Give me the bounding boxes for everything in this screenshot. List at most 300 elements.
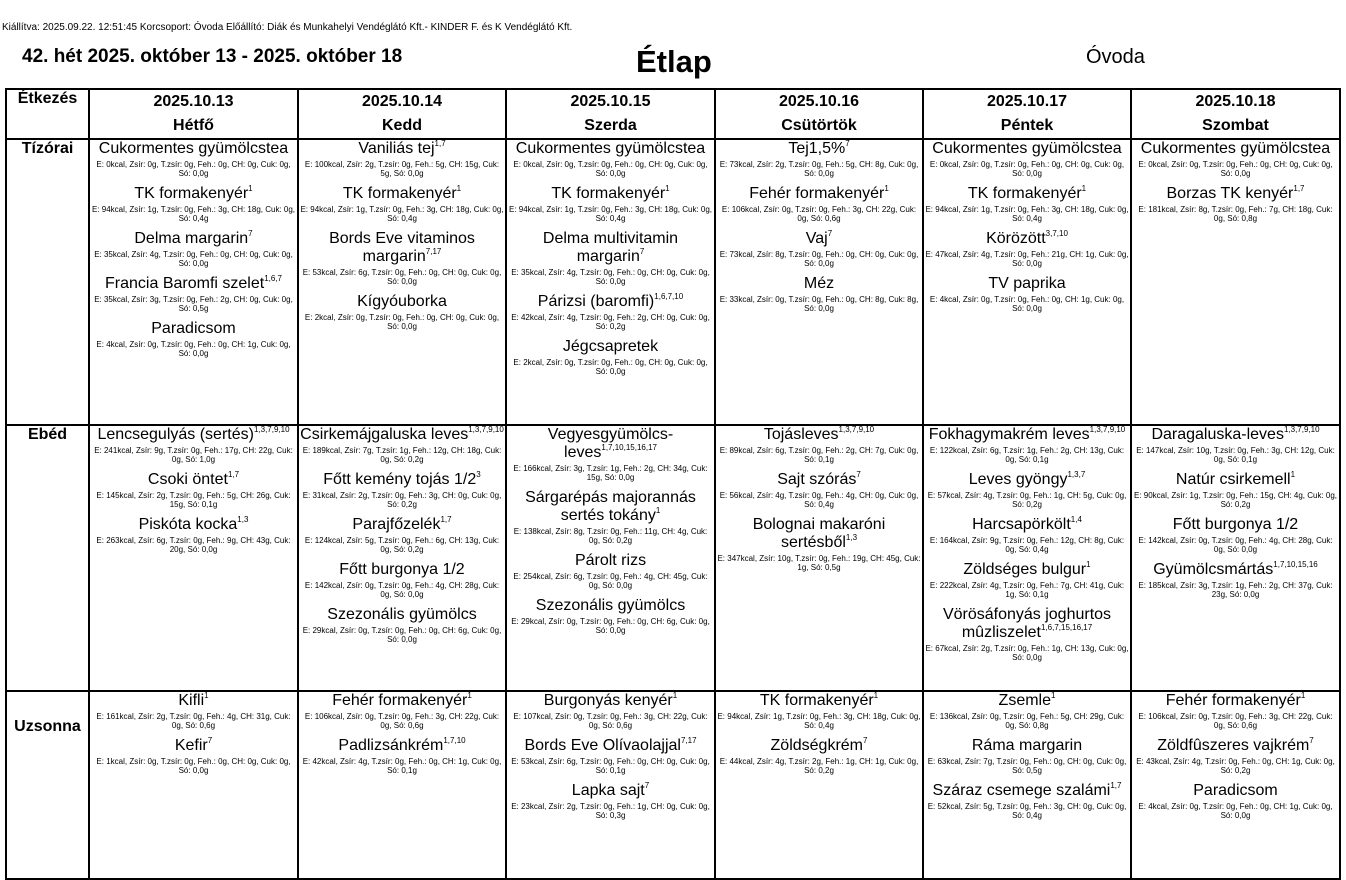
menu-item-title <box>716 471 922 489</box>
nutrition-info: E: 57kcal, Zsír: 4g, T.zsír: 0g, Feh.: 1g, CH: 5g, Cuk: 0g, Só: 0,2g <box>927 491 1127 509</box>
nutrition-info: E: 0kcal, Zsír: 0g, T.zsír: 0g, Feh.: 0g, CH: 0g, Cuk: 0g, Só: 0,0g <box>96 160 291 178</box>
nutrition-info: E: 94kcal, Zsír: 1g, T.zsír: 0g, Feh.: 3g, CH: 18g, Cuk: 0g, Só: 0,4g <box>300 205 504 223</box>
dish-name: Bords Eve Olívaolajjal <box>524 737 681 754</box>
menu-item-title <box>299 230 505 266</box>
day-date: 2025.10.18 <box>1195 93 1276 110</box>
menu-item <box>299 516 505 554</box>
allergen-codes: 1,4 <box>1070 515 1082 524</box>
dish-name: Cukormentes gyümölcstea <box>515 140 706 157</box>
menu-item <box>299 140 505 178</box>
day-name: Csütörtök <box>781 117 857 134</box>
meal-row <box>6 139 1340 425</box>
menu-item <box>507 185 714 223</box>
dish-name: Lencsegulyás (sertés) <box>97 426 254 443</box>
menu-cell <box>506 691 715 879</box>
nutrition-info: E: 43kcal, Zsír: 4g, T.zsír: 0g, Feh.: 0g, CH: 1g, Cuk: 0g, Só: 0,2g <box>1136 757 1335 775</box>
menu-item <box>924 185 1130 223</box>
menu-item <box>716 471 922 509</box>
dish-name: Csirkemájgaluska leves <box>300 426 469 443</box>
menu-item-title <box>507 692 714 710</box>
menu-item <box>90 426 297 464</box>
dish-name: Kefir <box>174 737 208 754</box>
dish-name: Harcsapörkölt <box>972 516 1071 533</box>
allergen-codes: 1 <box>456 184 462 193</box>
menu-item-title <box>507 737 714 755</box>
menu-item-title <box>299 737 505 755</box>
nutrition-info: E: 44kcal, Zsír: 4g, T.zsír: 2g, Feh.: 1g, CH: 1g, Cuk: 0g, Só: 0,2g <box>719 757 919 775</box>
nutrition-info: E: 164kcal, Zsír: 9g, T.zsír: 0g, Feh.: 12g, CH: 8g, Cuk: 0g, Só: 0,4g <box>929 536 1125 554</box>
menu-item <box>299 606 505 644</box>
menu-item-title <box>507 230 714 266</box>
meal-name: Uzsonna <box>6 691 89 879</box>
allergen-codes: 1,3,7,9,10 <box>1283 425 1320 434</box>
menu-item-title <box>1132 426 1339 444</box>
day-name: Kedd <box>382 117 422 134</box>
menu-item <box>299 692 505 730</box>
menu-item <box>299 185 505 223</box>
nutrition-info: E: 89kcal, Zsír: 6g, T.zsír: 0g, Feh.: 2g, CH: 7g, Cuk: 0g, Só: 0,1g <box>719 446 919 464</box>
menu-item <box>299 561 505 599</box>
menu-item-title <box>90 320 297 338</box>
allergen-codes: 1,6,7 <box>264 274 282 283</box>
menu-item-title <box>507 140 714 158</box>
nutrition-info: E: 106kcal, Zsír: 0g, T.zsír: 0g, Feh.: 3g, CH: 22g, Cuk: 0g, Só: 0,6g <box>721 205 917 223</box>
dish-name: Méz <box>803 275 835 292</box>
menu-item-title <box>924 471 1130 489</box>
nutrition-info: E: 106kcal, Zsír: 0g, T.zsír: 0g, Feh.: 3g, CH: 22g, Cuk: 0g, Só: 0,6g <box>304 712 500 730</box>
age-group: Óvoda <box>1086 46 1145 68</box>
dish-name: Jégcsapretek <box>562 338 659 355</box>
menu-item-title <box>90 737 297 755</box>
menu-item-title <box>299 140 505 158</box>
menu-cell <box>715 139 923 425</box>
menu-item-title <box>1132 692 1339 710</box>
dish-name: Zöldségkrém <box>770 737 864 754</box>
allergen-codes: 1 <box>248 184 253 193</box>
dish-name: Bords Eve vitaminos margarin <box>329 230 475 265</box>
menu-cell <box>1131 139 1340 425</box>
allergen-codes: 7 <box>856 470 861 479</box>
day-name: Szombat <box>1202 117 1269 134</box>
allergen-codes: 1 <box>884 184 889 193</box>
menu-item <box>90 692 297 730</box>
day-header <box>506 89 715 139</box>
menu-item-title <box>1132 185 1339 203</box>
nutrition-info: E: 29kcal, Zsír: 0g, T.zsír: 0g, Feh.: 0g, CH: 6g, Cuk: 0g, Só: 0,0g <box>302 626 502 644</box>
menu-item <box>716 185 922 223</box>
nutrition-info: E: 53kcal, Zsír: 6g, T.zsír: 0g, Feh.: 0g, CH: 0g, Cuk: 0g, Só: 0,1g <box>511 757 710 775</box>
allergen-codes: 1 <box>467 691 472 700</box>
allergen-codes: 1,3,7,9,10 <box>253 425 290 434</box>
nutrition-info: E: 23kcal, Zsír: 2g, T.zsír: 0g, Feh.: 1g, CH: 0g, Cuk: 0g, Só: 0,3g <box>511 802 710 820</box>
nutrition-info: E: 145kcal, Zsír: 2g, T.zsír: 0g, Feh.: 5g, CH: 26g, Cuk: 15g, Só: 0,1g <box>96 491 291 509</box>
nutrition-info: E: 53kcal, Zsír: 6g, T.zsír: 0g, Feh.: 0g, CH: 0g, Cuk: 0g, Só: 0,0g <box>302 268 502 286</box>
dish-name: Körözött <box>986 230 1046 247</box>
menu-cell <box>506 425 715 691</box>
menu-item-title <box>507 293 714 311</box>
dish-name: Szezonális gyümölcs <box>535 597 686 614</box>
day-header <box>89 89 298 139</box>
menu-item <box>507 426 714 482</box>
menu-item-title <box>1132 561 1339 579</box>
allergen-codes: 1,3 <box>845 533 858 542</box>
nutrition-info: E: 241kcal, Zsír: 9g, T.zsír: 0g, Feh.: 17g, CH: 22g, Cuk: 0g, Só: 1,0g <box>94 446 293 464</box>
day-date: 2025.10.16 <box>778 93 860 110</box>
day-name: Péntek <box>1000 117 1054 134</box>
allergen-codes: 3,7,10 <box>1045 229 1068 238</box>
menu-item-title <box>1132 471 1339 489</box>
menu-item-title <box>1132 737 1339 755</box>
menu-cell <box>923 691 1131 879</box>
dish-name: TK formakenyér <box>134 185 249 202</box>
dish-name: Főtt burgonya 1/2 <box>1172 516 1299 533</box>
menu-item-title <box>716 140 922 158</box>
dish-name: Cukormentes gyümölcstea <box>98 140 289 157</box>
menu-item <box>924 516 1130 554</box>
menu-item-title <box>299 293 505 311</box>
nutrition-info: E: 73kcal, Zsír: 8g, T.zsír: 0g, Feh.: 0g, CH: 0g, Cuk: 0g, Só: 0,0g <box>719 250 919 268</box>
dish-name: TK formakenyér <box>967 185 1082 202</box>
menu-item <box>716 426 922 464</box>
menu-item <box>924 471 1130 509</box>
menu-item-title <box>507 338 714 356</box>
allergen-codes: 7 <box>639 247 645 256</box>
menu-item <box>1132 561 1339 599</box>
menu-item <box>1132 426 1339 464</box>
dish-name: Vaj <box>805 230 828 247</box>
menu-item-title <box>507 489 714 525</box>
dish-name: Natúr csirkemell <box>1175 471 1291 488</box>
dish-name: Párizsi (baromfi) <box>537 293 655 310</box>
day-date: 2025.10.15 <box>570 93 651 110</box>
menu-item <box>924 140 1130 178</box>
menu-item <box>716 140 922 178</box>
nutrition-info: E: 136kcal, Zsír: 0g, T.zsír: 0g, Feh.: 5g, CH: 29g, Cuk: 0g, Só: 0,8g <box>929 712 1125 730</box>
allergen-codes: 7 <box>207 736 213 745</box>
dish-name: Vaniliás tej <box>358 140 435 157</box>
menu-cell <box>1131 425 1340 691</box>
menu-item <box>507 782 714 820</box>
week-range: 42. hét 2025. október 13 - 2025. október 18 <box>22 46 403 67</box>
nutrition-info: E: 42kcal, Zsír: 4g, T.zsír: 0g, Feh.: 2g, CH: 0g, Cuk: 0g, Só: 0,2g <box>511 313 710 331</box>
dish-name: Fehér formakenyér <box>1165 692 1301 709</box>
menu-item-title <box>90 692 297 710</box>
menu-item-title <box>1132 140 1339 158</box>
menu-item-title <box>90 471 297 489</box>
dish-name: TV paprika <box>988 275 1066 292</box>
menu-item <box>716 230 922 268</box>
menu-item-title <box>924 737 1130 755</box>
dish-name: Cukormentes gyümölcstea <box>932 140 1122 157</box>
day-name: Hétfő <box>173 117 214 134</box>
menu-cell <box>923 425 1131 691</box>
dish-name: Paradicsom <box>1193 782 1278 799</box>
dish-name: Delma multivitamin margarin <box>542 230 679 265</box>
menu-item-title <box>299 426 505 444</box>
menu-item <box>90 471 297 509</box>
nutrition-info: E: 254kcal, Zsír: 6g, T.zsír: 0g, Feh.: 4g, CH: 45g, Cuk: 0g, Só: 0,0g <box>513 572 708 590</box>
dish-name: Fehér formakenyér <box>332 692 468 709</box>
allergen-codes: 7 <box>644 781 650 790</box>
allergen-codes: 7 <box>845 139 850 148</box>
menu-cell <box>506 139 715 425</box>
allergen-codes: 1 <box>1086 560 1091 569</box>
menu-item-title <box>507 185 714 203</box>
allergen-codes: 7,17 <box>680 736 697 745</box>
nutrition-info: E: 142kcal, Zsír: 0g, T.zsír: 0g, Feh.: 4g, CH: 28g, Cuk: 0g, Só: 0,0g <box>1138 536 1333 554</box>
meal-row <box>6 425 1340 691</box>
menu-item <box>1132 516 1339 554</box>
menu-item <box>90 185 297 223</box>
menu-item-title <box>924 606 1130 642</box>
menu-item-title <box>299 606 505 624</box>
menu-item-title <box>299 471 505 489</box>
allergen-codes: 1,6,7,10 <box>654 292 684 301</box>
dish-name: Főtt kemény tojás 1/2 <box>323 471 477 488</box>
menu-item-title <box>90 426 297 444</box>
nutrition-info: E: 31kcal, Zsír: 2g, T.zsír: 0g, Feh.: 3g, CH: 0g, Cuk: 0g, Só: 0,2g <box>302 491 502 509</box>
dish-name: Zsemle <box>998 692 1051 709</box>
allergen-codes: 1,3,7,9,10 <box>838 425 875 434</box>
nutrition-info: E: 100kcal, Zsír: 2g, T.zsír: 0g, Feh.: 5g, CH: 15g, Cuk: 5g, Só: 0,0g <box>304 160 500 178</box>
menu-item <box>924 692 1130 730</box>
dish-name: Padlizsánkrém <box>338 737 444 754</box>
nutrition-info: E: 0kcal, Zsír: 0g, T.zsír: 0g, Feh.: 0g, CH: 0g, Cuk: 0g, Só: 0,0g <box>929 160 1125 178</box>
nutrition-info: E: 35kcal, Zsír: 4g, T.zsír: 0g, Feh.: 0g, CH: 0g, Cuk: 0g, Só: 0,0g <box>94 250 293 268</box>
dish-name: Csoki öntet <box>147 471 228 488</box>
menu-item <box>1132 782 1339 820</box>
nutrition-info: E: 2kcal, Zsír: 0g, T.zsír: 0g, Feh.: 0g, CH: 0g, Cuk: 0g, Só: 0,0g <box>304 313 500 331</box>
menu-item-title <box>90 185 297 203</box>
menu-item-title <box>299 516 505 534</box>
menu-item <box>90 320 297 358</box>
menu-item-title <box>299 561 505 579</box>
nutrition-info: E: 347kcal, Zsír: 10g, T.zsír: 0g, Feh.: 19g, CH: 45g, Cuk: 1g, Só: 0,5g <box>717 554 921 572</box>
nutrition-info: E: 124kcal, Zsír: 5g, T.zsír: 0g, Feh.: 6g, CH: 13g, Cuk: 0g, Só: 0,2g <box>304 536 500 554</box>
allergen-codes: 1,7,10,15,16 <box>1273 560 1318 569</box>
menu-table <box>5 88 1341 880</box>
issued-info: Kiállítva: 2025.09.22. 12:51:45 Korcsoport: Óvoda Előállító: Diák és Munkahelyi Vendéglátó Kft.- KINDER F. és K Vendéglátó Kft. <box>2 22 573 33</box>
nutrition-info: E: 107kcal, Zsír: 0g, T.zsír: 0g, Feh.: 3g, CH: 22g, Cuk: 0g, Só: 0,6g <box>513 712 708 730</box>
dish-name: Paradicsom <box>151 320 236 337</box>
allergen-codes: 1 <box>665 184 670 193</box>
dish-name: TK formakenyér <box>551 185 666 202</box>
menu-item-title <box>924 230 1130 248</box>
nutrition-info: E: 94kcal, Zsír: 1g, T.zsír: 0g, Feh.: 3g, CH: 18g, Cuk: 0g, Só: 0,4g <box>508 205 713 223</box>
menu-item-title <box>924 516 1130 534</box>
menu-item <box>1132 140 1339 178</box>
day-name: Szerda <box>584 117 637 134</box>
menu-item <box>924 606 1130 662</box>
nutrition-info: E: 0kcal, Zsír: 0g, T.zsír: 0g, Feh.: 0g, CH: 0g, Cuk: 0g, Só: 0,0g <box>1138 160 1333 178</box>
day-header <box>715 89 923 139</box>
nutrition-info: E: 106kcal, Zsír: 0g, T.zsír: 0g, Feh.: 3g, CH: 22g, Cuk: 0g, Só: 0,6g <box>1138 712 1333 730</box>
day-date: 2025.10.14 <box>361 93 443 110</box>
dish-name: Leves gyöngy <box>968 471 1068 488</box>
dish-name: Párolt rizs <box>574 552 647 569</box>
menu-cell <box>89 691 298 879</box>
dish-name: Kígyóuborka <box>357 293 447 310</box>
menu-item <box>507 230 714 286</box>
nutrition-info: E: 181kcal, Zsír: 8g, T.zsír: 0g, Feh.: 7g, CH: 18g, Cuk: 0g, Só: 0,8g <box>1138 205 1333 223</box>
dish-name: Francia Baromfi szelet <box>105 275 265 292</box>
allergen-codes: 1,7,10 <box>443 736 466 745</box>
dish-name: Sárgarépás majorannás sertés tokány <box>525 489 696 524</box>
menu-item <box>507 293 714 331</box>
nutrition-info: E: 47kcal, Zsír: 4g, T.zsír: 0g, Feh.: 21g, CH: 1g, Cuk: 0g, Só: 0,0g <box>925 250 1129 268</box>
nutrition-info: E: 56kcal, Zsír: 4g, T.zsír: 0g, Feh.: 4g, CH: 0g, Cuk: 0g, Só: 0,4g <box>719 491 919 509</box>
nutrition-info: E: 222kcal, Zsír: 4g, T.zsír: 0g, Feh.: 7g, CH: 41g, Cuk: 1g, Só: 0,1g <box>929 581 1125 599</box>
allergen-codes: 1 <box>873 691 879 700</box>
allergen-codes: 1 <box>655 506 661 515</box>
nutrition-info: E: 90kcal, Zsír: 1g, T.zsír: 0g, Feh.: 15g, CH: 4g, Cuk: 0g, Só: 0,2g <box>1133 491 1338 509</box>
allergen-codes: 7 <box>863 736 868 745</box>
nutrition-info: E: 166kcal, Zsír: 3g, T.zsír: 1g, Feh.: 2g, CH: 34g, Cuk: 15g, Só: 0,0g <box>513 464 708 482</box>
dish-name: Bolognai makaróni sertésből <box>752 516 886 551</box>
menu-item <box>924 561 1130 599</box>
menu-cell <box>715 691 923 879</box>
meal-name: Tízórai <box>6 139 89 425</box>
menu-item <box>507 737 714 775</box>
dish-name: Delma margarin <box>134 230 249 247</box>
nutrition-info: E: 4kcal, Zsír: 0g, T.zsír: 0g, Feh.: 0g, CH: 1g, Cuk: 0g, Só: 0,0g <box>1138 802 1333 820</box>
menu-item <box>716 275 922 313</box>
menu-item-title <box>507 597 714 615</box>
menu-item-title <box>299 185 505 203</box>
menu-item-title <box>716 692 922 710</box>
nutrition-info: E: 94kcal, Zsír: 1g, T.zsír: 0g, Feh.: 3g, CH: 18g, Cuk: 0g, Só: 0,4g <box>91 205 296 223</box>
nutrition-info: E: 94kcal, Zsír: 1g, T.zsír: 0g, Feh.: 3g, CH: 18g, Cuk: 0g, Só: 0,4g <box>925 205 1129 223</box>
menu-item <box>924 230 1130 268</box>
allergen-codes: 7 <box>248 229 253 238</box>
nutrition-info: E: 142kcal, Zsír: 0g, T.zsír: 0g, Feh.: 4g, CH: 28g, Cuk: 0g, Só: 0,0g <box>304 581 500 599</box>
menu-item <box>1132 737 1339 775</box>
menu-item-title <box>1132 782 1339 800</box>
menu-item-title <box>924 426 1130 444</box>
dish-name: Parajfőzelék <box>352 516 441 533</box>
allergen-codes: 3 <box>476 470 481 479</box>
nutrition-info: E: 4kcal, Zsír: 0g, T.zsír: 0g, Feh.: 0g, CH: 1g, Cuk: 0g, Só: 0,0g <box>929 295 1125 313</box>
menu-cell <box>89 139 298 425</box>
menu-item <box>507 338 714 376</box>
menu-item <box>1132 471 1339 509</box>
nutrition-info: E: 122kcal, Zsír: 6g, T.zsír: 1g, Feh.: 2g, CH: 13g, Cuk: 0g, Só: 0,1g <box>929 446 1125 464</box>
dish-name: Tej1,5% <box>788 140 846 157</box>
menu-item <box>507 597 714 635</box>
menu-item <box>299 471 505 509</box>
menu-item-title <box>924 782 1130 800</box>
nutrition-info: E: 263kcal, Zsír: 6g, T.zsír: 0g, Feh.: 9g, CH: 43g, Cuk: 20g, Só: 0,0g <box>96 536 291 554</box>
menu-item-title <box>1132 516 1339 534</box>
menu-item-title <box>716 516 922 552</box>
menu-cell <box>89 425 298 691</box>
menu-item-title <box>716 737 922 755</box>
menu-item <box>299 737 505 775</box>
menu-item <box>924 737 1130 775</box>
menu-item <box>299 230 505 286</box>
allergen-codes: 7 <box>1309 736 1314 745</box>
menu-item-title <box>90 516 297 534</box>
nutrition-info: E: 161kcal, Zsír: 2g, T.zsír: 0g, Feh.: 4g, CH: 31g, Cuk: 0g, Só: 0,6g <box>96 712 291 730</box>
nutrition-info: E: 52kcal, Zsír: 5g, T.zsír: 0g, Feh.: 3g, CH: 0g, Cuk: 0g, Só: 0,4g <box>927 802 1127 820</box>
menu-item <box>924 782 1130 820</box>
day-header <box>298 89 506 139</box>
menu-item-title <box>90 230 297 248</box>
menu-item <box>507 489 714 545</box>
menu-item-title <box>924 140 1130 158</box>
nutrition-info: E: 185kcal, Zsír: 3g, T.zsír: 1g, Feh.: 2g, CH: 37g, Cuk: 23g, Só: 0,0g <box>1138 581 1333 599</box>
menu-cell <box>923 139 1131 425</box>
dish-name: Vörösáfonyás joghurtos mûzliszelet <box>942 606 1112 641</box>
dish-name: Ráma margarin <box>971 737 1083 754</box>
menu-cell <box>298 139 506 425</box>
menu-item-title <box>507 552 714 570</box>
dish-name: Fehér formakenyér <box>749 185 885 202</box>
dish-name: Piskóta kocka <box>138 516 238 533</box>
menu-item-title <box>507 426 714 462</box>
day-date: 2025.10.17 <box>986 93 1068 110</box>
menu-item <box>507 140 714 178</box>
dish-name: Burgonyás kenyér <box>543 692 673 709</box>
allergen-codes: 1,6,7,15,16,17 <box>1040 623 1093 632</box>
dish-name: Lapka sajt <box>571 782 645 799</box>
meal-name: Ebéd <box>6 425 89 691</box>
menu-item-title <box>716 426 922 444</box>
nutrition-info: E: 67kcal, Zsír: 2g, T.zsír: 0g, Feh.: 1g, CH: 13g, Cuk: 0g, Só: 0,0g <box>925 644 1129 662</box>
menu-cell <box>715 425 923 691</box>
nutrition-info: E: 35kcal, Zsír: 3g, T.zsír: 0g, Feh.: 2g, CH: 0g, Cuk: 0g, Só: 0,5g <box>94 295 293 313</box>
allergen-codes: 1,7 <box>440 515 452 524</box>
menu-item <box>507 552 714 590</box>
dish-name: Borzas TK kenyér <box>1166 185 1294 202</box>
allergen-codes: 1,3,7 <box>1067 470 1086 479</box>
nutrition-info: E: 138kcal, Zsír: 8g, T.zsír: 0g, Feh.: 11g, CH: 4g, Cuk: 0g, Só: 0,2g <box>513 527 708 545</box>
dish-name: Főtt burgonya 1/2 <box>339 561 465 578</box>
page-title: Étlap <box>636 44 712 79</box>
menu-item-title <box>924 561 1130 579</box>
dish-name: Vegyesgyümölcs-leves <box>547 426 674 461</box>
nutrition-info: E: 73kcal, Zsír: 2g, T.zsír: 0g, Feh.: 5g, CH: 8g, Cuk: 0g, Só: 0,0g <box>719 160 919 178</box>
menu-item <box>924 426 1130 464</box>
nutrition-info: E: 42kcal, Zsír: 4g, T.zsír: 0g, Feh.: 0g, CH: 1g, Cuk: 0g, Só: 0,1g <box>302 757 502 775</box>
menu-item <box>90 275 297 313</box>
menu-item <box>716 692 922 730</box>
dish-name: Szezonális gyümölcs <box>327 606 477 623</box>
dish-name: Sajt szórás <box>777 471 857 488</box>
menu-cell <box>298 691 506 879</box>
menu-item <box>90 140 297 178</box>
menu-item-title <box>90 140 297 158</box>
menu-item <box>90 516 297 554</box>
allergen-codes: 7 <box>827 229 833 238</box>
allergen-codes: 1,7 <box>1110 781 1122 790</box>
nutrition-info: E: 1kcal, Zsír: 0g, T.zsír: 0g, Feh.: 0g, CH: 0g, Cuk: 0g, Só: 0,0g <box>96 757 291 775</box>
dish-name: Kifli <box>178 692 205 709</box>
meal-column-header: Étkezés <box>6 89 89 139</box>
allergen-codes: 1,7 <box>434 139 446 148</box>
allergen-codes: 7,17 <box>425 247 442 256</box>
day-header <box>1131 89 1340 139</box>
menu-item <box>90 737 297 775</box>
nutrition-info: E: 147kcal, Zsír: 10g, T.zsír: 0g, Feh.: 3g, CH: 12g, Cuk: 0g, Só: 0,1g <box>1136 446 1335 464</box>
menu-item <box>716 737 922 775</box>
dish-name: Daragaluska-leves <box>1151 426 1284 443</box>
dish-name: Zöldfûszeres vajkrém <box>1157 737 1310 754</box>
allergen-codes: 1 <box>204 691 209 700</box>
nutrition-info: E: 2kcal, Zsír: 0g, T.zsír: 0g, Feh.: 0g, CH: 0g, Cuk: 0g, Só: 0,0g <box>513 358 708 376</box>
allergen-codes: 1 <box>1051 691 1056 700</box>
day-header <box>923 89 1131 139</box>
